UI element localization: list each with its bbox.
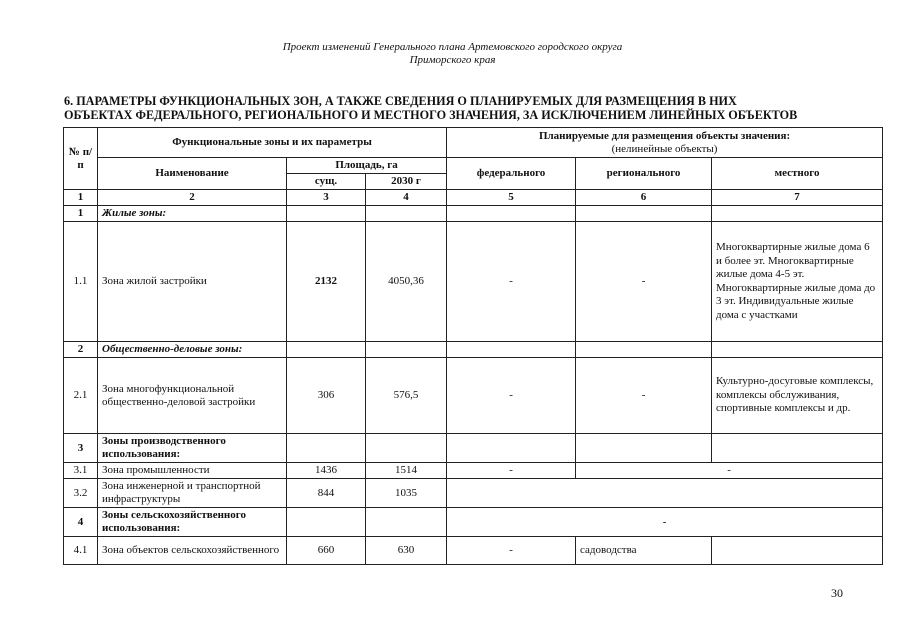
col-number: 3 [287, 190, 366, 206]
header-current: сущ. [287, 174, 366, 190]
header-regional: регионального [576, 158, 712, 190]
row-regional: - [576, 222, 712, 342]
row-federal: - [447, 463, 576, 479]
section-title-line2: ОБЪЕКТАХ ФЕДЕРАЛЬНОГО, РЕГИОНАЛЬНОГО И МЕСТНОГО ЗНАЧЕНИЯ, ЗА ИСКЛЮЧЕНИЕМ ЛИНЕЙНЫХ ОБЪЕКТОВ [64, 108, 798, 122]
header-planned-sub: (нелинейные объекты) [611, 142, 718, 155]
header-name: Наименование [98, 158, 287, 190]
row-num: 4 [64, 508, 98, 537]
row-name: Зона жилой застройки [98, 222, 287, 342]
row-current: 1436 [287, 463, 366, 479]
row-name: Зона инженерной и транспортной инфраструктуры [98, 479, 287, 508]
page-number: 30 [831, 586, 843, 600]
header-planned-title: Планируемые для размещения объекты значения: [538, 129, 791, 142]
row-merged: - [447, 508, 883, 537]
row-num: 1 [64, 206, 98, 222]
row-num: 2 [64, 342, 98, 358]
row-name: Зона многофункциональной общественно-деловой застройки [98, 358, 287, 434]
row-regional: садоводства [576, 537, 712, 565]
header-zones-params: Функциональные зоны и их параметры [98, 128, 447, 158]
zones-table [63, 127, 883, 565]
row-num: 3.1 [64, 463, 98, 479]
row-2030: 630 [366, 537, 447, 565]
col-number: 2 [98, 190, 287, 206]
table-row [64, 537, 883, 565]
col-number: 5 [447, 190, 576, 206]
table-row [64, 508, 883, 537]
table-row [64, 342, 883, 358]
header-local: местного [712, 158, 883, 190]
header-planned [447, 128, 883, 158]
row-2030: 1035 [366, 479, 447, 508]
row-name: Жилые зоны: [98, 206, 287, 222]
table-row [64, 206, 883, 222]
header-federal: федерального [447, 158, 576, 190]
row-federal: - [447, 537, 576, 565]
col-number: 4 [366, 190, 447, 206]
document-header-line1: Проект изменений Генерального плана Артемовского городского округа [282, 41, 623, 53]
document-header-line2: Приморского края [409, 54, 496, 66]
header-area: Площадь, га [287, 158, 447, 174]
row-name: Зона промышленности [98, 463, 287, 479]
row-name: Общественно-деловые зоны: [98, 342, 287, 358]
row-current: 306 [287, 358, 366, 434]
row-num: 3.2 [64, 479, 98, 508]
row-num: 3 [64, 434, 98, 463]
col-number: 7 [712, 190, 883, 206]
section-title-line1: 6. ПАРАМЕТРЫ ФУНКЦИОНАЛЬНЫХ ЗОН, А ТАКЖЕ СВЕДЕНИЯ О ПЛАНИРУЕМЫХ ДЛЯ РАЗМЕЩЕНИЯ В НИХ [64, 94, 737, 108]
row-local: Многоквартирные жилые дома 6 и более эт. Многоквартирные жилые дома 4-5 эт. Многоквартирные жилые дома до 3 эт. Индивидуальные жилые дома с участками [712, 222, 883, 342]
row-name: Зона объектов сельскохозяйственного [98, 537, 287, 565]
row-current: 2132 [287, 222, 366, 342]
row-2030: 1514 [366, 463, 447, 479]
row-regional: - [576, 358, 712, 434]
col-number: 1 [64, 190, 98, 206]
row-name: Зоны производственного использования: [98, 434, 287, 463]
col-number: 6 [576, 190, 712, 206]
row-2030: 576,5 [366, 358, 447, 434]
table-row [64, 463, 883, 479]
row-current: 844 [287, 479, 366, 508]
table-row [64, 358, 883, 434]
row-num: 2.1 [64, 358, 98, 434]
row-federal: - [447, 222, 576, 342]
row-2030: 4050,36 [366, 222, 447, 342]
row-merged: - [576, 463, 883, 479]
row-name: Зоны сельскохозяйственного использования: [98, 508, 287, 537]
column-numbers-row [64, 190, 883, 206]
row-federal: - [447, 358, 576, 434]
table-row [64, 479, 883, 508]
header-2030: 2030 г [366, 174, 447, 190]
row-num: 4.1 [64, 537, 98, 565]
table-row [64, 434, 883, 463]
header-num: № п/п [64, 128, 98, 190]
row-num: 1.1 [64, 222, 98, 342]
table-row [64, 222, 883, 342]
row-local: Культурно-досуговые комплексы, комплексы обслуживания, спортивные комплексы и др. [712, 358, 883, 434]
row-current: 660 [287, 537, 366, 565]
